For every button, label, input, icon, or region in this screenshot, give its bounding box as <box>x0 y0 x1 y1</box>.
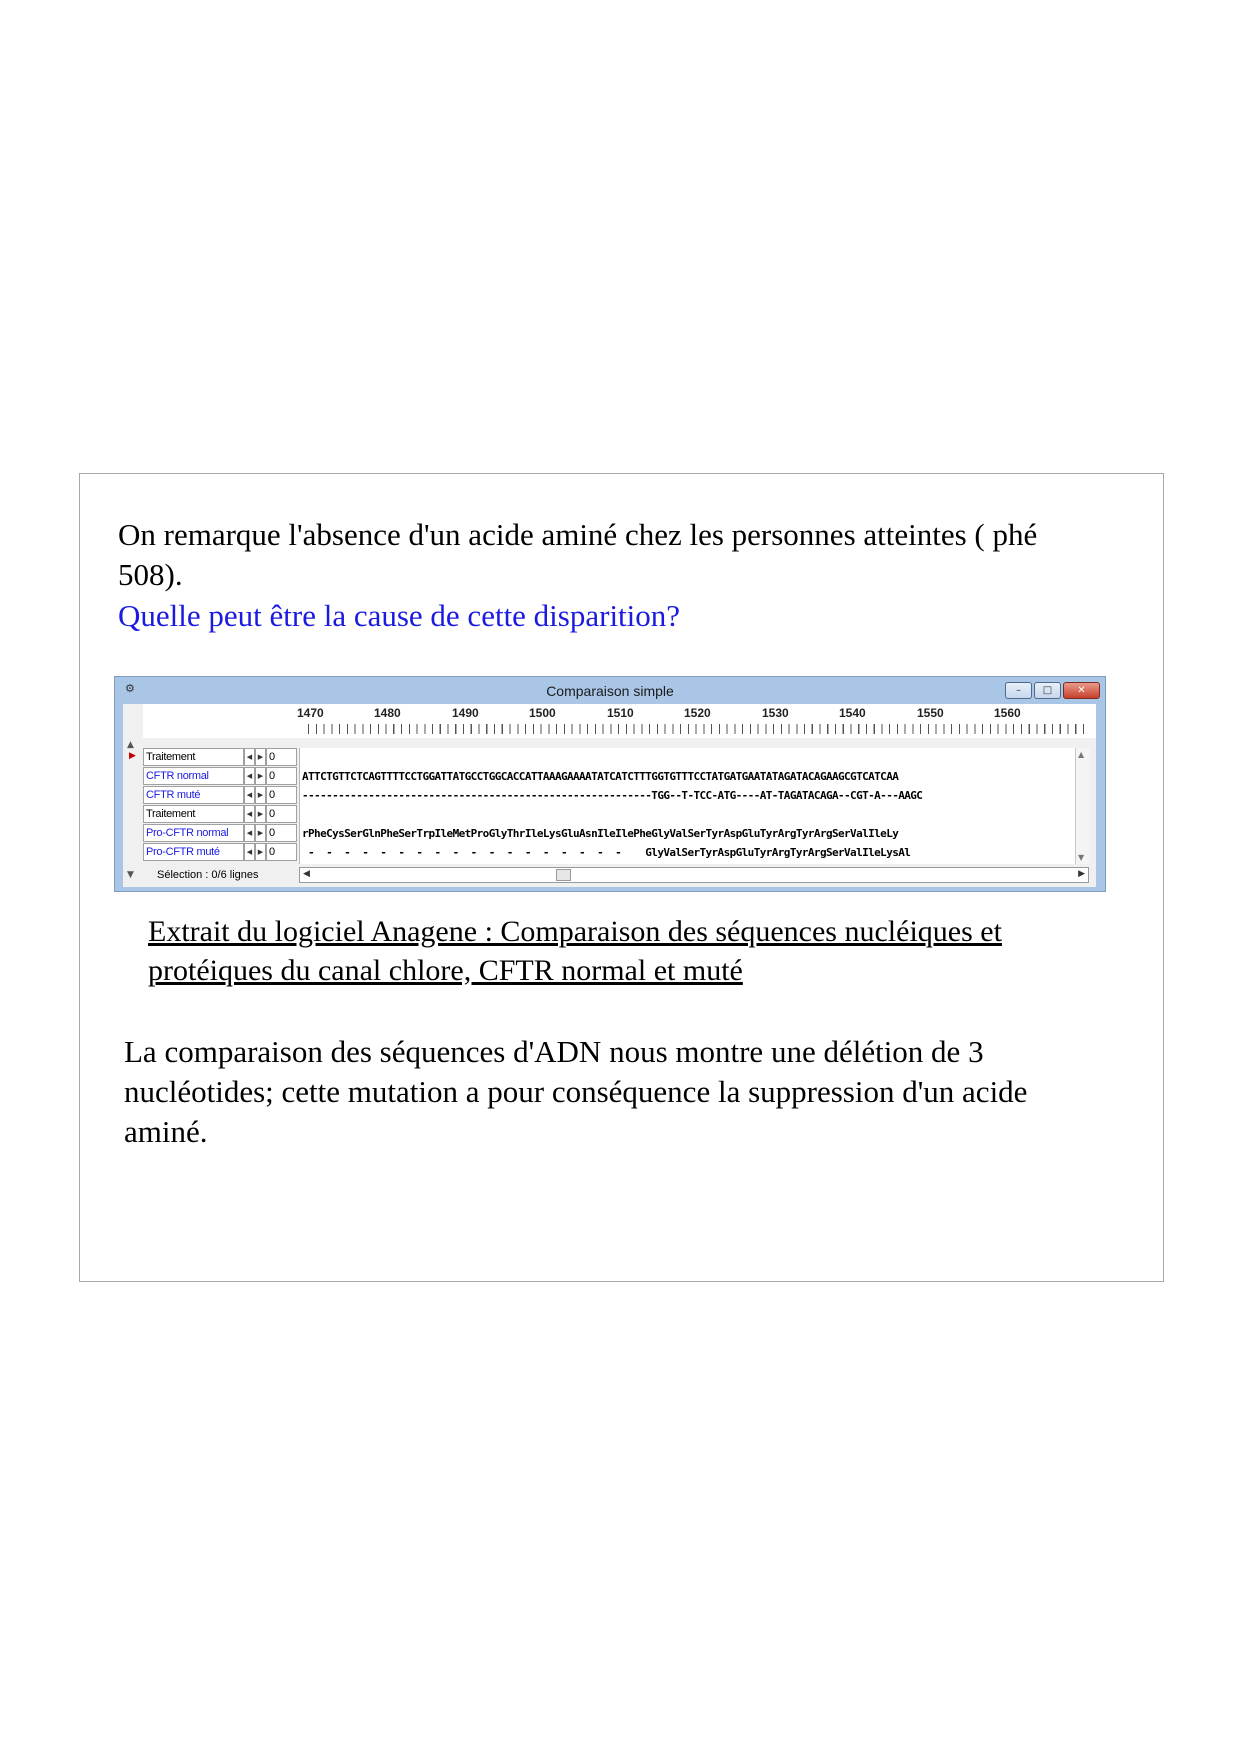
figure-caption <box>148 912 1108 990</box>
position-ruler <box>123 704 1096 738</box>
sequence-panel[interactable] <box>299 748 1076 864</box>
window-client-area <box>123 704 1096 887</box>
scroll-left-icon[interactable]: ◀ <box>303 869 310 879</box>
scroll-down-icon[interactable]: ▼ <box>1078 853 1085 862</box>
sequence-cftr-mute: ----------------------------------------------------------TGG--T-TCC-ATG----AT-TAGATACAGA--CGT-A---AAGC <box>302 789 923 802</box>
ruler-label: 1500 <box>529 706 556 720</box>
ruler-label: 1520 <box>684 706 711 720</box>
shift-right-icon[interactable]: ▶ <box>255 748 266 766</box>
shift-right-icon[interactable]: ▶ <box>255 824 266 842</box>
maximize-button[interactable]: □ <box>1034 682 1061 699</box>
window-title: Comparaison simple <box>546 683 674 699</box>
app-icon[interactable]: ⚙ <box>125 682 135 695</box>
shift-left-icon[interactable]: ◀ <box>244 786 255 804</box>
status-bar <box>123 865 1096 887</box>
horizontal-scrollbar[interactable] <box>299 867 1089 883</box>
scroll-right-icon[interactable]: ▶ <box>1078 869 1085 879</box>
row-offset[interactable]: 0 <box>266 805 297 823</box>
shift-right-icon[interactable]: ▶ <box>255 805 266 823</box>
shift-right-icon[interactable]: ▶ <box>255 786 266 804</box>
caption-line-2: protéiques du canal chlore, CFTR normal et muté <box>148 954 743 987</box>
conclusion-line-3: aminé. <box>124 1114 208 1149</box>
ruler-ticks <box>308 724 1085 734</box>
row-name[interactable]: Traitement <box>143 748 244 766</box>
intro-line-1: On remarque l'absence d'un acide aminé chez les personnes atteintes ( phé <box>118 517 1038 552</box>
scroll-up-icon[interactable]: ▲ <box>1078 750 1085 759</box>
title-bar[interactable] <box>115 677 1105 704</box>
selection-status: Sélection : 0/6 lignes <box>157 869 259 881</box>
shift-left-icon[interactable]: ◀ <box>244 843 255 861</box>
sequence-pro-cftr-mute: - - - - - - - - - - - - - - - - - - GlyValSerTyrAspGluTyrArgTyrArgSerValIleLysAl <box>302 846 911 859</box>
scroll-up-icon[interactable]: ▲ <box>127 740 134 750</box>
row-name[interactable]: Pro-CFTR muté <box>143 843 244 861</box>
row-offset[interactable]: 0 <box>266 767 297 785</box>
scroll-down-icon[interactable]: ▼ <box>127 870 134 880</box>
shift-left-icon[interactable]: ◀ <box>244 824 255 842</box>
sequence-cftr-normal: ATTCTGTTCTCAGTTTTCCTGGATTATGCCTGGCACCATTAAAGAAAATATCATCTTTGGTGTTTCCTATGATGAATATAGATACAGAAGCGTCATCAA <box>302 770 899 783</box>
intro-line-2: 508). <box>118 557 183 592</box>
minimize-button[interactable]: – <box>1005 682 1032 699</box>
question-text: Quelle peut être la cause de cette disparition? <box>118 598 681 633</box>
ruler-label: 1550 <box>917 706 944 720</box>
ruler-label: 1540 <box>839 706 866 720</box>
ruler-label: 1510 <box>607 706 634 720</box>
row-offset[interactable]: 0 <box>266 748 297 766</box>
anagene-window <box>114 676 1106 892</box>
row-name[interactable]: CFTR normal <box>143 767 244 785</box>
shift-left-icon[interactable]: ◀ <box>244 767 255 785</box>
ruler-label: 1560 <box>994 706 1021 720</box>
scroll-thumb[interactable] <box>556 869 571 881</box>
close-button[interactable]: ✕ <box>1063 682 1100 699</box>
shift-right-icon[interactable]: ▶ <box>255 843 266 861</box>
ruler-label: 1530 <box>762 706 789 720</box>
shift-left-icon[interactable]: ◀ <box>244 805 255 823</box>
sequence-pro-cftr-normal: rPheCysSerGlnPheSerTrpIleMetProGlyThrIleLysGluAsnIleIlePheGlyValSerTyrAspGluTyrArgTyrArgSerValIleLy <box>302 827 899 840</box>
ruler-label: 1490 <box>452 706 479 720</box>
ruler-label: 1480 <box>374 706 401 720</box>
vertical-scrollbar[interactable] <box>1075 748 1090 864</box>
row-offset[interactable]: 0 <box>266 786 297 804</box>
row-name[interactable]: Pro-CFTR normal <box>143 824 244 842</box>
row-name[interactable]: Traitement <box>143 805 244 823</box>
current-row-icon: ▶ <box>129 751 136 761</box>
row-offset[interactable]: 0 <box>266 824 297 842</box>
row-offset[interactable]: 0 <box>266 843 297 861</box>
conclusion-line-1: La comparaison des séquences d'ADN nous montre une délétion de 3 <box>124 1034 984 1069</box>
intro-paragraph <box>118 515 1118 595</box>
conclusion-paragraph <box>124 1032 1104 1152</box>
conclusion-line-2: nucléotides; cette mutation a pour conséquence la suppression d'un acide <box>124 1074 1028 1109</box>
row-name[interactable]: CFTR muté <box>143 786 244 804</box>
shift-right-icon[interactable]: ▶ <box>255 767 266 785</box>
ruler-label: 1470 <box>297 706 324 720</box>
caption-line-1: Extrait du logiciel Anagene : Comparaison des séquences nucléiques et <box>148 915 1002 948</box>
shift-left-icon[interactable]: ◀ <box>244 748 255 766</box>
